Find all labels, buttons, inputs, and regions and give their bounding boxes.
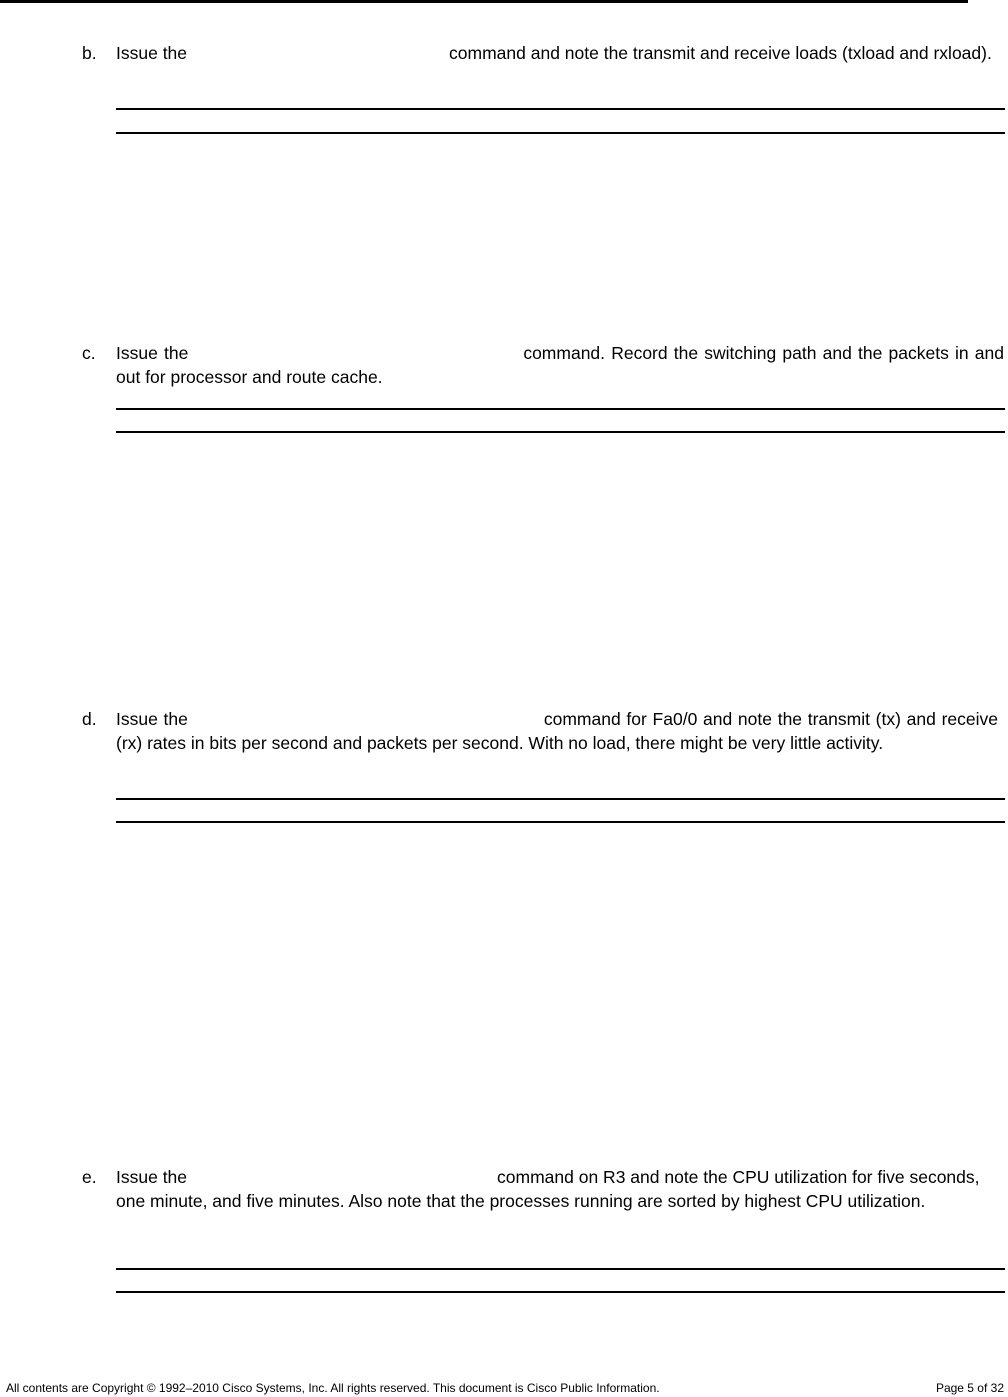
header-rule [0, 0, 968, 3]
step-lead-text: Issue the [116, 343, 189, 363]
step-instruction: command on R3 and note the CPU utilization for five seconds, one minute, and five minutes. Also note that the processes running are sorted by highest CPU utilization. [116, 1167, 980, 1211]
step-letter: c. [82, 343, 96, 363]
footer-copyright: All contents are Copyright © 1992–2010 Cisco Systems, Inc. All rights reserved. This document is Cisco Public Information. [6, 1381, 660, 1395]
step-instruction: command for Fa0/0 and note the transmit (tx) and receive (rx) rates in bits per second and packets per second. With no load, there might be very little activity. [116, 709, 998, 753]
answer-line [116, 431, 1005, 433]
step-lead-text: Issue the [116, 709, 188, 729]
answer-line [116, 1291, 1005, 1293]
step-instruction: command and note the transmit and receive loads (txload and rxload). [449, 43, 992, 63]
step-text [116, 341, 1004, 389]
answer-line [116, 408, 1005, 410]
step-text [116, 1165, 988, 1213]
answer-line [116, 1268, 1005, 1270]
footer-page-number: Page 5 of 32 [935, 1381, 1004, 1395]
step-letter: e. [82, 1167, 97, 1187]
answer-line [116, 821, 1005, 823]
answer-line [116, 108, 1005, 110]
step-text [116, 41, 1004, 65]
step-letter: b. [82, 43, 97, 63]
answer-line [116, 132, 1005, 134]
step-letter: d. [82, 709, 97, 729]
step-lead-text: Issue the [116, 43, 188, 63]
answer-line [116, 798, 1005, 800]
step-instruction: command. Record the switching path and the packets in and out for processor and route cache. [116, 343, 1004, 387]
step-text [116, 707, 998, 755]
step-lead-text: Issue the [116, 1167, 188, 1187]
